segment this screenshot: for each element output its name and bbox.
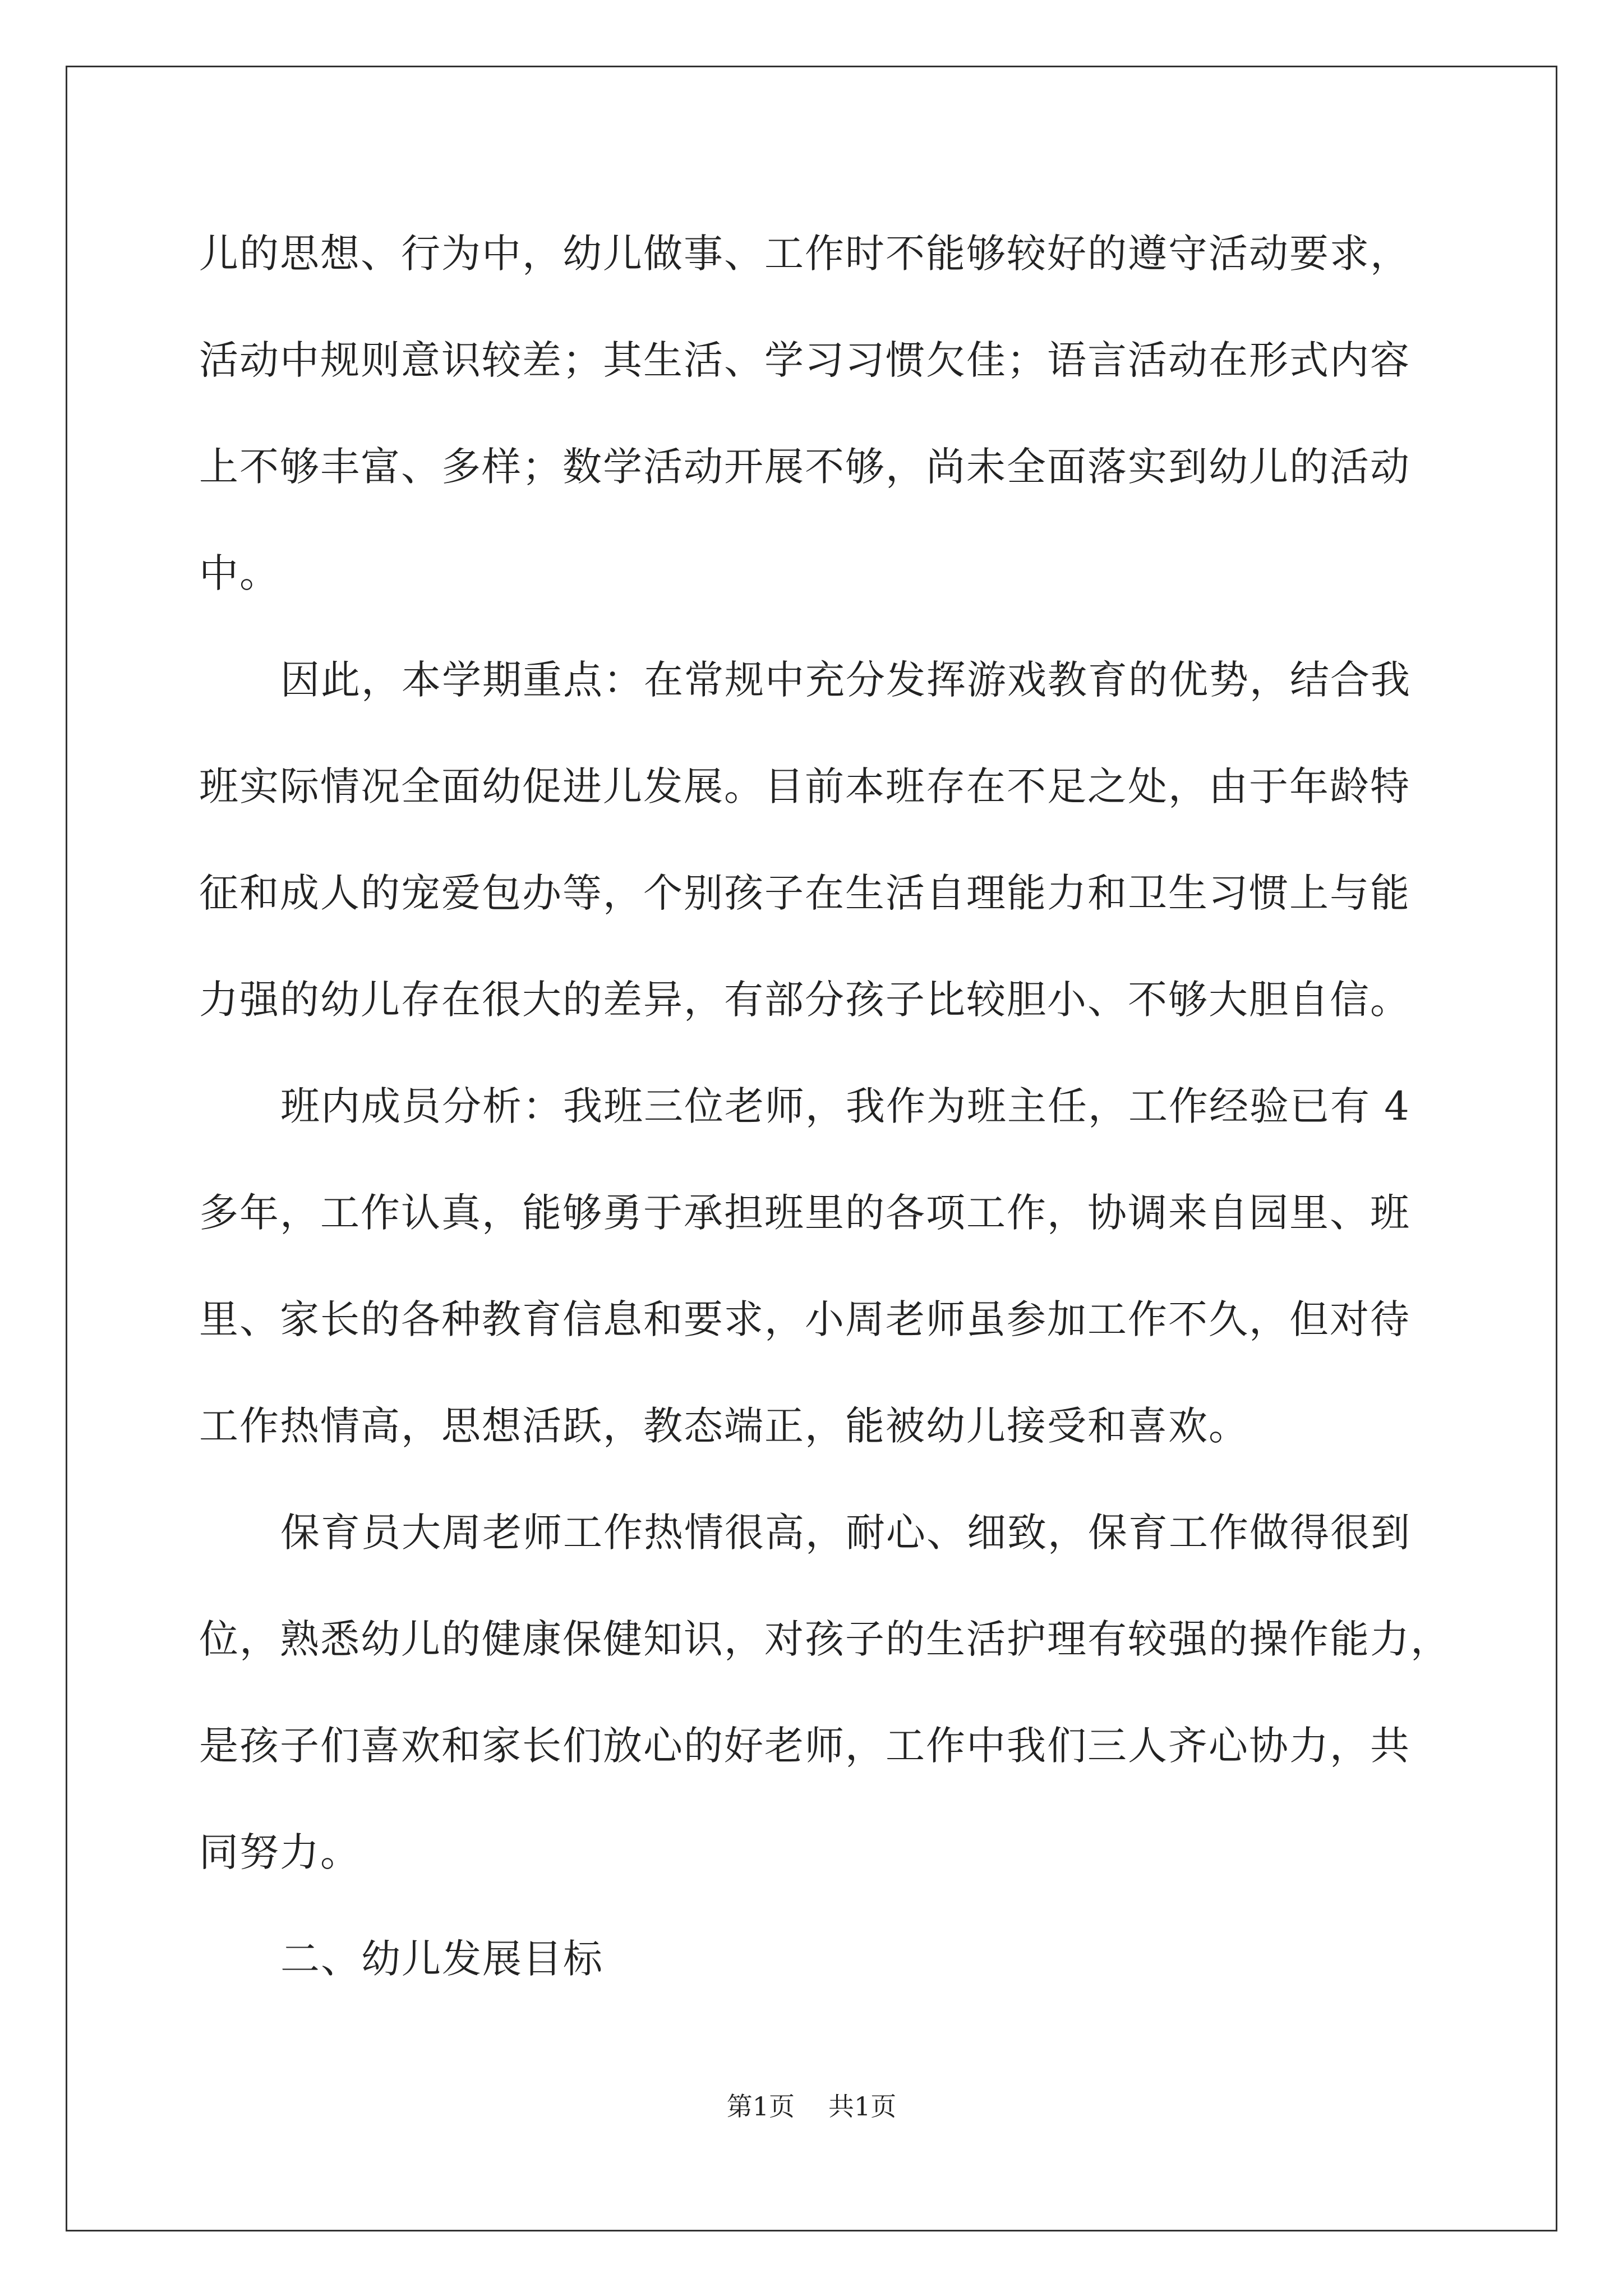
text-line: 多年，工作认真，能够勇于承担班里的各项工作，协调来自园里、班 (199, 1190, 1410, 1236)
text-line: 上不够丰富、多样；数学活动开展不够，尚未全面落实到幼儿的活动 (199, 444, 1410, 490)
paragraph-start-line: 保育员大周老师工作热情很高，耐心、细致，保育工作做得很到 (280, 1510, 1411, 1556)
text-line: 中。 (199, 550, 280, 596)
page-number: 第1页 (726, 2091, 795, 2122)
text-line: 儿的思想、行为中，幼儿做事、工作时不能够较好的遵守活动要求， (199, 231, 1410, 277)
text-line: 班实际情况全面幼促进儿发展。目前本班存在不足之处，由于年龄特 (199, 763, 1410, 809)
text-line: 里、家长的各种教育信息和要求，小周老师虽参加工作不久，但对待 (199, 1296, 1410, 1342)
document-body (199, 200, 1451, 2012)
paragraph-start-line: 因此，本学期重点：在常规中充分发挥游戏教育的优势，结合我 (280, 657, 1411, 703)
text-line: 位，熟悉幼儿的健康保健知识，对孩子的生活护理有较强的操作能力， (199, 1616, 1451, 1662)
text-line: 力强的幼儿存在很大的差异，有部分孩子比较胆小、不够大胆自信。 (199, 977, 1410, 1023)
text-line: 是孩子们喜欢和家长们放心的好老师，工作中我们三人齐心协力，共 (199, 1723, 1410, 1769)
text-line: 同努力。 (199, 1829, 361, 1875)
page-total: 共1页 (828, 2091, 897, 2122)
text-line: 征和成人的宠爱包办等，个别孩子在生活自理能力和卫生习惯上与能 (199, 870, 1410, 916)
text-line: 活动中规则意识较差；其生活、学习习惯欠佳；语言活动在形式内容 (199, 337, 1410, 383)
paragraph-start-line: 班内成员分析：我班三位老师，我作为班主任，工作经验已有 4 (280, 1083, 1410, 1129)
section-heading: 二、幼儿发展目标 (280, 1936, 603, 1982)
page-footer (0, 2090, 1623, 2123)
text-line: 工作热情高，思想活跃，教态端正，能被幼儿接受和喜欢。 (199, 1403, 1249, 1449)
